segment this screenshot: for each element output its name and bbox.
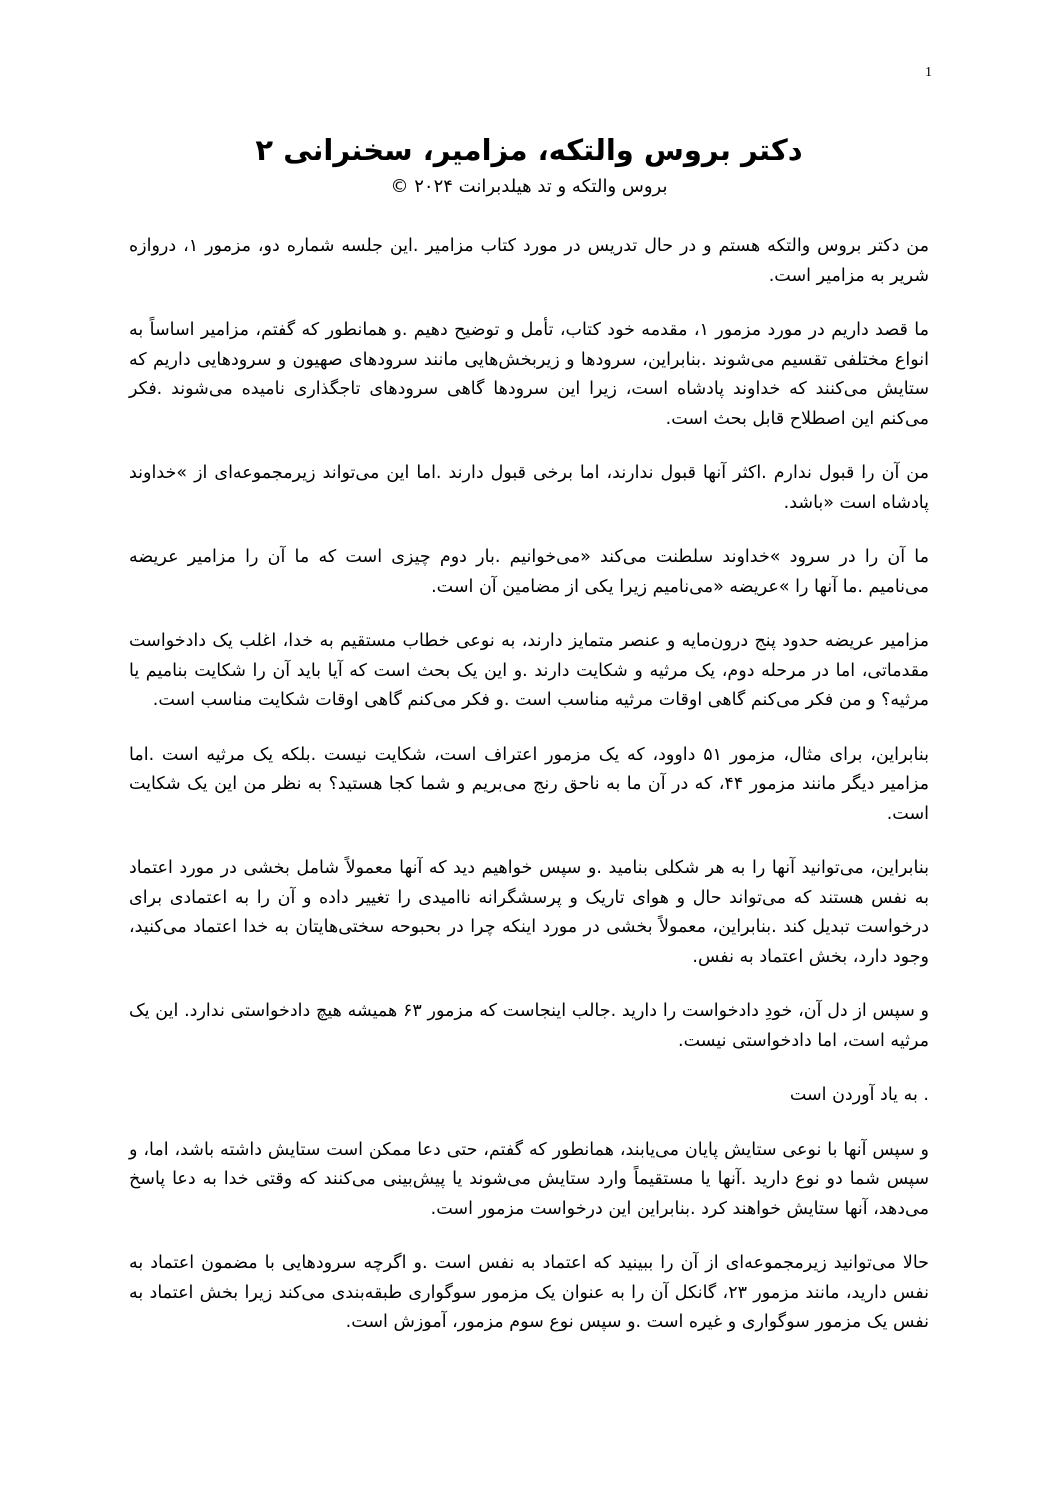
document-subtitle: بروس والتکه و تد هیلدبرانت ۲۰۲۴ © [390, 176, 668, 197]
paragraph: ما آن را در سرود »خداوند سلطنت می‌کند «می‌خوانیم .بار دوم چیزی است که ما آن را مزامیر عریضه می‌نامیم .ما آنها را »عریضه «می‌نامیم زیرا یکی از مضامین آن است. [129, 547, 929, 597]
document-title: دکتر بروس والتکه، مزامیر، سخنرانی ۲ [255, 133, 803, 167]
paragraph: من دکتر بروس والتکه هستم و در حال تدریس در مورد کتاب مزامیر .این جلسه شماره دو، مزمور ۱، دروازه شریر به مزامیر است. [129, 236, 929, 286]
document-header [128, 128, 930, 202]
paragraph: ما قصد داریم در مورد مزمور ۱، مقدمه خود کتاب، تأمل و توضیح دهیم .و همانطور که گفتم، مزامیر اساساً به انواع مختلفی تقسیم می‌شوند .بنابراین، سرودها و زیربخش‌هایی مانند سرودهای صهیون و سرودهایی داریم که ستایش می‌کنند که خداوند پادشاه است، زیرا این سرودها گاهی سرودهای تاجگذاری نامیده می‌شوند .فکر می‌کنم این اصطلاح قابل بحث است. [129, 320, 929, 429]
paragraph: حالا می‌توانید زیرمجموعه‌ای از آن را ببینید که اعتماد به نفس است .و اگرچه سرودهایی با مضمون اعتماد به نفس دارید، مانند مزمور ۲۳، گانکل آن را به عنوان یک مزمور سوگواری طبقه‌بندی می‌کند زیرا بخش اعتماد به نفس یک مزمور سوگواری و غیره است .و سپس نوع سوم مزمور، آموزش است. [129, 1253, 929, 1332]
paragraph: بنابراین، می‌توانید آنها را به هر شکلی بنامید .و سپس خواهیم دید که آنها معمولاً شامل بخشی در مورد اعتماد به نفس هستند که می‌تواند حال و هوای تاریک و پرسشگرانه ناامیدی را تغییر داده و آن را به اعتمادی برای درخواست تبدیل کند .بنابراین، معمولاً بخشی در مورد اینکه چرا در بحبوحه سختی‌هایتان به خدا اعتماد می‌کنید، وجود دارد، بخش اعتماد به نفس. [129, 858, 929, 967]
paragraph: و سپس از دل آن، خودِ دادخواست را دارید .جالب اینجاست که مزمور ۶۳ همیشه هیچ دادخواستی ندارد. این یک مرثیه است، اما دادخواستی نیست. [129, 1001, 929, 1051]
document-body [129, 232, 929, 1363]
paragraph: و سپس آنها با نوعی ستایش پایان می‌یابند، همانطور که گفتم، حتی دعا ممکن است ستایش داشته باشد، اما، و سپس شما دو نوع دارید .آنها یا مستقیماً وارد ستایش می‌شوند یا پیش‌بینی می‌کنند که وقتی خدا به دعا پاسخ می‌دهد، آنها ستایش خواهند کرد .بنابراین این درخواست مزمور است. [129, 1139, 929, 1219]
paragraph: بنابراین، برای مثال، مزمور ۵۱ داوود، که یک مزمور اعتراف است، شکایت نیست .بلکه یک مرثیه است .اما مزامیر دیگر مانند مزمور ۴۴، که در آن ما به ناحق رنج می‌بریم و شما کجا هستید؟ به نظر من این یک شکایت است. [129, 744, 929, 824]
paragraph: من آن را قبول ندارم .اکثر آنها قبول ندارند، اما برخی قبول دارند .اما این می‌تواند زیرمجموعه‌ای از »خداوند پادشاه است «باشد. [129, 463, 929, 513]
paragraph: مزامیر عریضه حدود پنج درون‌مایه و عنصر متمایز دارند، به نوعی خطاب مستقیم به خدا، اغلب یک دادخواست مقدماتی، اما در مرحله دوم، یک مرثیه و شکایت دارند .و این یک بحث است که آیا باید آن را شکایت بنامیم یا مرثیه؟ و من فکر می‌کنم گاهی اوقات مرثیه مناسب است .و فکر می‌کنم گاهی اوقات شکایت مناسب است. [129, 631, 929, 710]
paragraph: . به یاد آوردن است [789, 1085, 929, 1105]
page-number: 1 [925, 65, 932, 80]
